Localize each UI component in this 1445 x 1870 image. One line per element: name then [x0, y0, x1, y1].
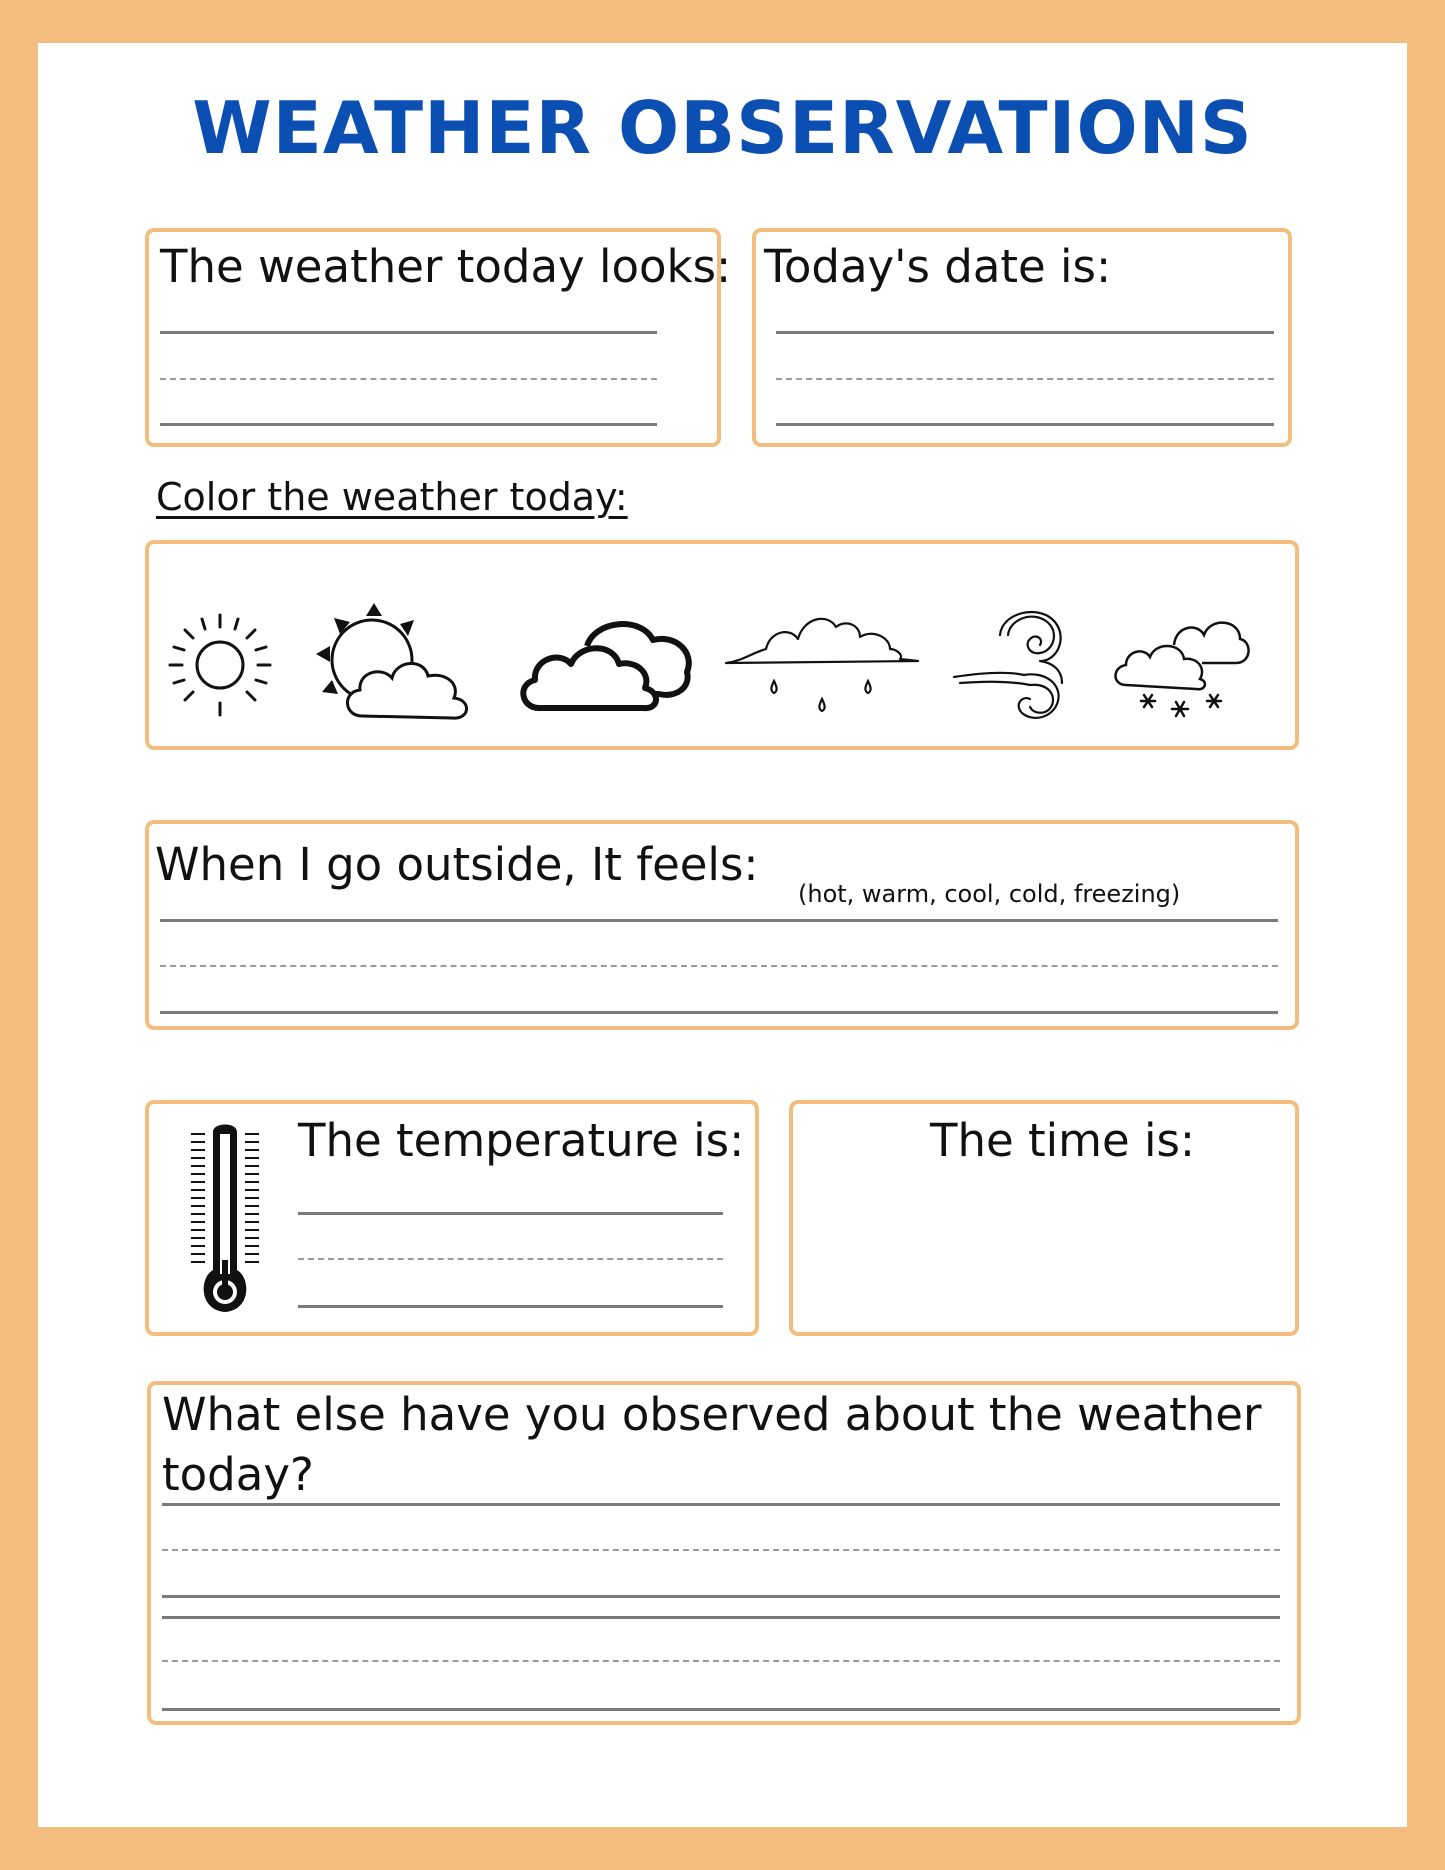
- writing-line[interactable]: [162, 1595, 1280, 1598]
- writing-line[interactable]: [162, 1616, 1280, 1619]
- page-title: WEATHER OBSERVATIONS: [192, 86, 1253, 170]
- writing-guide-line: [162, 1660, 1280, 1662]
- writing-line[interactable]: [162, 1503, 1280, 1506]
- time-answer-area[interactable]: [800, 1175, 1288, 1325]
- rain-cloud-icon[interactable]: [722, 605, 922, 725]
- cloud-icon[interactable]: [515, 612, 695, 717]
- writing-line[interactable]: [298, 1212, 723, 1215]
- writing-line[interactable]: [776, 331, 1274, 334]
- writing-line[interactable]: [160, 331, 657, 334]
- observed-label-line1: What else have you observed about the weather: [162, 1388, 1262, 1441]
- sun-behind-cloud-icon[interactable]: [312, 598, 487, 728]
- sun-icon[interactable]: [160, 605, 280, 725]
- thermometer-icon[interactable]: [185, 1120, 265, 1320]
- writing-line[interactable]: [160, 1011, 1278, 1014]
- writing-guide-line: [162, 1549, 1280, 1551]
- temperature-label: The temperature is:: [298, 1114, 745, 1167]
- writing-line[interactable]: [162, 1708, 1280, 1711]
- observed-label-line2: today?: [162, 1448, 314, 1501]
- writing-line[interactable]: [298, 1305, 723, 1308]
- writing-guide-line: [298, 1258, 723, 1260]
- color-weather-label: Color the weather today:: [156, 475, 628, 519]
- wind-icon[interactable]: [950, 605, 1090, 730]
- feels-hint: (hot, warm, cool, cold, freezing): [798, 880, 1181, 908]
- writing-line[interactable]: [160, 919, 1278, 922]
- writing-line[interactable]: [160, 423, 657, 426]
- feels-label: When I go outside, It feels:: [155, 838, 759, 891]
- writing-guide-line: [776, 378, 1274, 380]
- date-label: Today's date is:: [764, 240, 1112, 293]
- time-label: The time is:: [930, 1114, 1196, 1167]
- writing-guide-line: [160, 965, 1278, 967]
- snow-cloud-icon[interactable]: [1112, 605, 1252, 725]
- writing-guide-line: [160, 378, 657, 380]
- weather-looks-label: The weather today looks:: [160, 240, 732, 293]
- writing-line[interactable]: [776, 423, 1274, 426]
